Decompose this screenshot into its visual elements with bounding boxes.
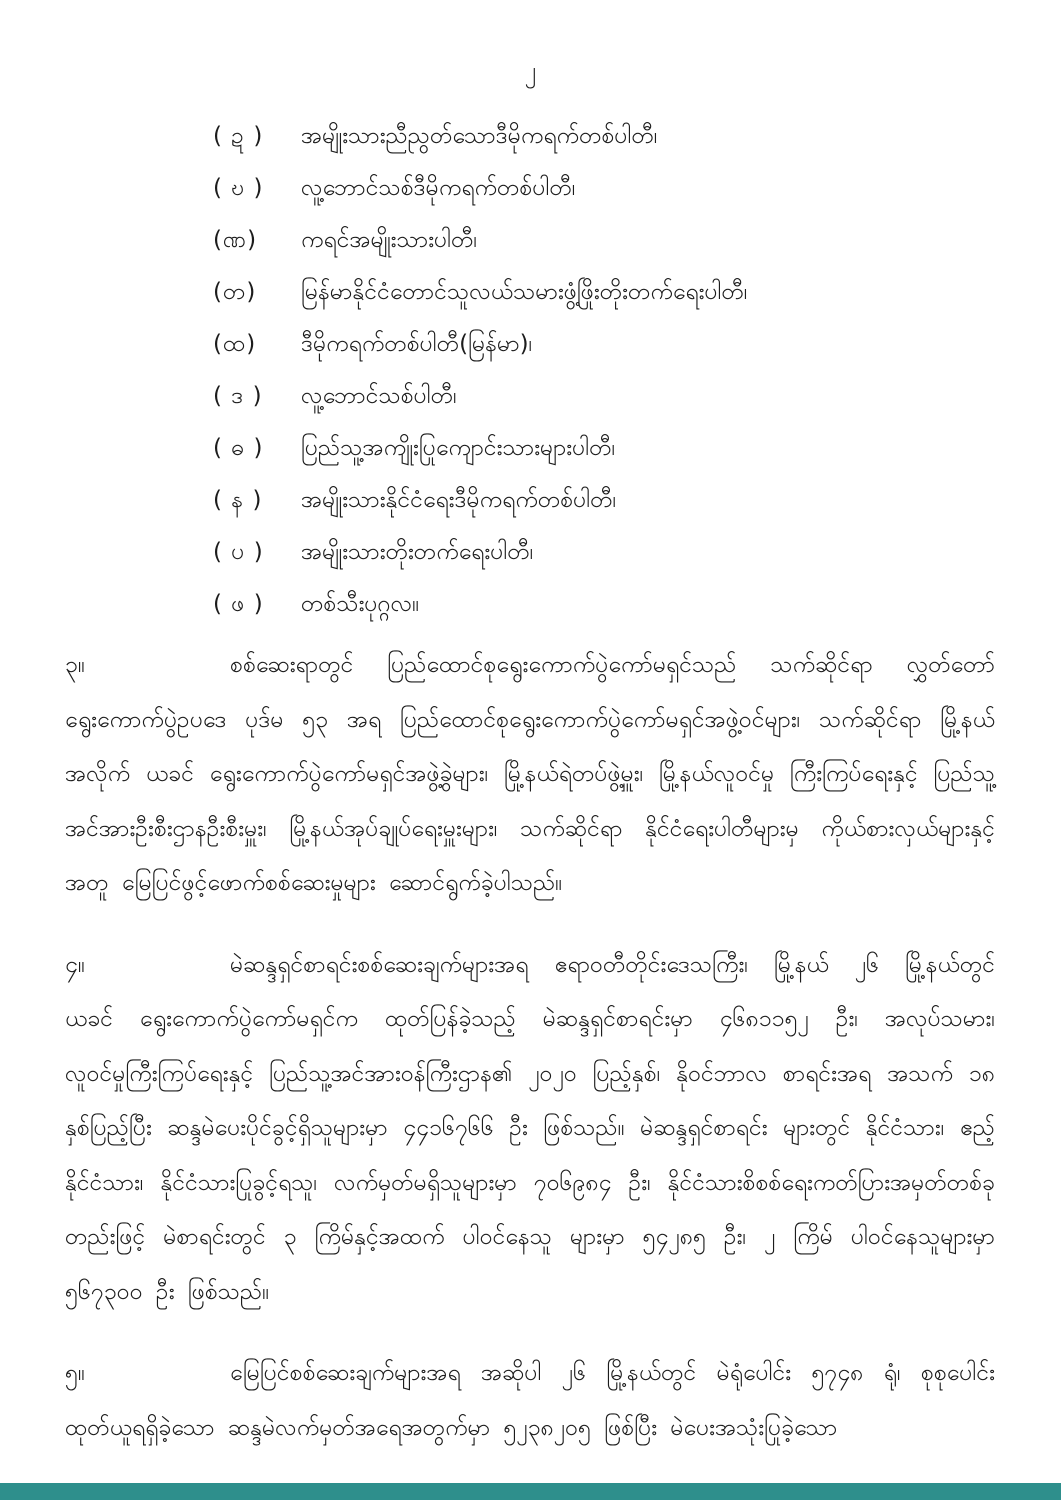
party-item-text: လူ့ဘောင်သစ်ပါတီ၊: [301, 383, 457, 409]
party-list-item: [213, 324, 1001, 376]
party-list-item: [213, 376, 1001, 428]
party-item-text: အမျိုးသားတိုးတက်ရေးပါတီ၊: [301, 539, 534, 565]
party-item-label: (ထ): [213, 331, 257, 357]
paragraph-text: မြေပြင်စစ်ဆေးချက်များအရ အဆိုပါ ၂၆ မြို့နယ်တွင် မဲရုံပေါင်း ၅၇၄၈ ရုံ၊ စုစုပေါင်း ထုတ်ယူရရှိခဲ့သော ဆန္ဒမဲလက်မှတ်အရေအတွက်မှာ ၅၂၃၈၂၀၅ ဖြစ်ပြီး မဲပေးအသုံးပြုခဲ့သော: [65, 1360, 995, 1441]
party-item-text: အမျိုးသားနိုင်ငံရေးဒီမိုကရက်တစ်ပါတီ၊: [301, 487, 617, 513]
party-list-item: [213, 168, 1001, 220]
party-item-label: ( ပ ): [213, 539, 264, 565]
party-list-item: [213, 116, 1001, 168]
party-item-label: ( ဍ ): [213, 123, 264, 149]
party-item-text: လူ့ဘောင်သစ်ဒီမိုကရက်တစ်ပါတီ၊: [301, 175, 576, 201]
paragraph-4: [65, 938, 995, 1320]
party-item-label: ( န ): [213, 487, 263, 513]
party-list-item: [213, 480, 1001, 532]
paragraph-5: [65, 1346, 995, 1455]
party-item-label: ( ဖ ): [213, 591, 264, 617]
party-list-item: [213, 220, 1001, 272]
paragraph-block: [65, 638, 995, 1482]
paragraph-text: မဲဆန္ဒရှင်စာရင်းစစ်ဆေးချက်များအရ ဧရာဝတီတိုင်းဒေသကြီး၊ မြို့နယ် ၂၆ မြို့နယ်တွင် ယခင် ရွေးကောက်ပွဲကော်မရှင်က ထုတ်ပြန်ခဲ့သည့် မဲဆန္ဒရှင်စာရင်းမှာ ၄၆၈၁၁၅၂ ဦး၊ အလုပ်သမား၊ လူဝင်မှုကြီးကြပ်ရေးနှင့် ပြည်သူ့အင်အားဝန်ကြီးဌာန၏ ၂၀၂၀ ပြည့်နှစ်၊ နိုဝင်ဘာလ စာရင်းအရ အသက် ၁၈ နှစ်ပြည့်ပြီး ဆန္ဒမဲပေးပိုင်ခွင့်ရှိသူများမှာ ၄၄၁၆၇၆၆ ဦး ဖြစ်သည်။ မဲဆန္ဒရှင်စာရင်း များတွင် နိုင်ငံသား၊ ဧည့်နိုင်ငံသား၊ နိုင်ငံသားပြုခွင့်ရသူ၊ လက်မှတ်မရှိသူများမှာ ၇၀၆၉၈၄ ဦး၊ နိုင်ငံသားစိစစ်ရေးကတ်ပြားအမှတ်တစ်ခုတည်းဖြင့် မဲစာရင်းတွင် ၃ ကြိမ်နှင့်အထက် ပါဝင်နေသူ များမှာ ၅၄၂၈၅ ဦး၊ ၂ ကြိမ် ပါဝင်နေသူများမှာ ၅၆၇၃၀၀ ဦး ဖြစ်သည်။: [65, 951, 995, 1305]
paragraph-number: ၄။: [65, 951, 85, 978]
party-item-label: (ဏ): [213, 227, 258, 253]
paragraph-number: ၃။: [65, 652, 85, 678]
party-item-label: ( ဒ ): [213, 383, 263, 409]
party-item-text: ကရင်အမျိုးသားပါတီ၊: [301, 227, 478, 253]
party-item-text: မြန်မာနိုင်ငံတောင်သူလယ်သမားဖွံ့ဖြိုးတိုးတက်ရေးပါတီ၊: [301, 279, 748, 305]
page-number: ၂: [524, 58, 537, 84]
party-item-label: ( ဓ ): [213, 435, 264, 461]
bottom-accent-bar: [0, 1483, 1061, 1500]
party-item-text: ဒီမိုကရက်တစ်ပါတီ(မြန်မာ)၊: [301, 331, 533, 357]
party-item-label: ( ဎ ): [213, 175, 264, 201]
party-list-item: [213, 428, 1001, 480]
party-list: [213, 116, 1001, 636]
party-item-label: (တ): [213, 279, 257, 305]
paragraph-3: [65, 638, 995, 911]
party-list-item: [213, 584, 1001, 636]
party-list-item: [213, 272, 1001, 324]
party-item-text: အမျိုးသားညီညွတ်သောဒီမိုကရက်တစ်ပါတီ၊: [301, 123, 658, 149]
party-item-text: ပြည်သူ့အကျိုးပြုကျောင်းသားများပါတီ၊: [301, 435, 616, 461]
paragraph-number: ၅။: [65, 1360, 85, 1386]
party-list-item: [213, 532, 1001, 584]
paragraph-text: စစ်ဆေးရာတွင် ပြည်ထောင်စုရွေးကောက်ပွဲကော်မရှင်သည် သက်ဆိုင်ရာ လွှတ်တော် ရွေးကောက်ပွဲဥပဒေ ပုဒ်မ ၅၃ အရ ပြည်ထောင်စုရွေးကောက်ပွဲကော်မရှင်အဖွဲ့ဝင်များ၊ သက်ဆိုင်ရာ မြို့နယ်အလိုက် ယခင် ရွေးကောက်ပွဲကော်မရှင်အဖွဲ့ခွဲများ၊ မြို့နယ်ရဲတပ်ဖွဲ့မှူး၊ မြို့နယ်လူဝင်မှု ကြီးကြပ်ရေးနှင့် ပြည်သူ့အင်အားဦးစီးဌာနဦးစီးမှူး၊ မြို့နယ်အုပ်ချုပ်ရေးမှူးများ၊ သက်ဆိုင်ရာ နိုင်ငံရေးပါတီများမှ ကိုယ်စားလှယ်များနှင့်အတူ မြေပြင်ဖွင့်ဖောက်စစ်ဆေးမှုများ ဆောင်ရွက်ခဲ့ပါသည်။: [65, 652, 995, 896]
party-item-text: တစ်သီးပုဂ္ဂလ။: [301, 591, 420, 617]
